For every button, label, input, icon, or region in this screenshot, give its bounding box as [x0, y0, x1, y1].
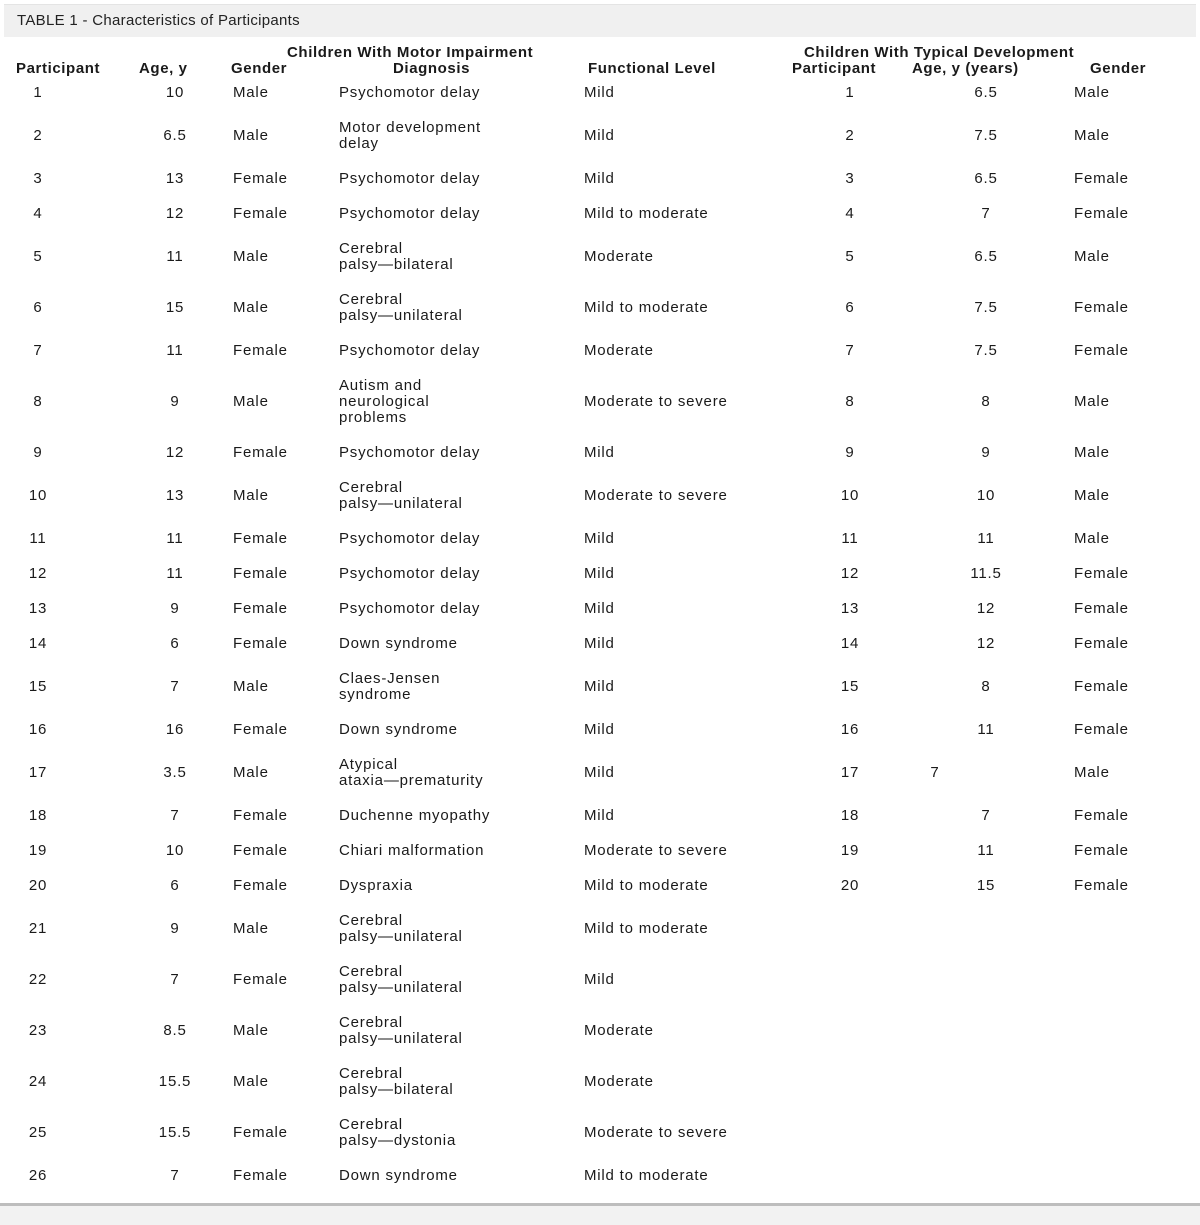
cell-td-participant: 8 — [845, 393, 855, 410]
cell-participant: 19 — [28, 842, 48, 859]
cell-participant: 18 — [28, 807, 48, 824]
col-header-td-gender: Gender — [1090, 60, 1147, 77]
cell-functional-level: Mild to moderate — [584, 1167, 709, 1184]
cell-gender: Male — [233, 127, 269, 144]
cell-participant: 15 — [28, 678, 48, 695]
cell-functional-level: Moderate — [584, 1073, 654, 1090]
cell-td-age: 11.5 — [970, 565, 1002, 582]
cell-gender: Female — [233, 1167, 288, 1184]
cell-diagnosis — [339, 878, 413, 894]
cell-td-participant: 4 — [845, 205, 855, 222]
cell-td-gender: Female — [1074, 678, 1129, 695]
cell-functional-level: Mild — [584, 807, 615, 824]
cell-td-age: 15 — [976, 877, 996, 894]
cell-functional-level: Moderate to severe — [584, 393, 728, 410]
cell-diagnosis — [339, 241, 454, 273]
diagnosis-line: Dyspraxia — [339, 877, 413, 894]
cell-gender: Female — [233, 170, 288, 187]
diagnosis-line: Atypical — [339, 756, 398, 773]
diagnosis-line: Cerebral — [339, 1065, 403, 1082]
cell-gender: Male — [233, 678, 269, 695]
cell-diagnosis — [339, 206, 480, 222]
cell-age: 7 — [170, 807, 180, 824]
cell-td-participant: 20 — [840, 877, 860, 894]
table-caption: TABLE 1 - Characteristics of Participants — [17, 12, 300, 29]
cell-functional-level: Mild to moderate — [584, 920, 709, 937]
cell-functional-level: Mild — [584, 600, 615, 617]
cell-age: 11 — [166, 342, 184, 359]
cell-diagnosis — [339, 378, 430, 426]
col-header-td-participant: Participant — [792, 60, 877, 77]
diagnosis-line: Psychomotor delay — [339, 444, 481, 461]
cell-functional-level: Mild — [584, 127, 615, 144]
cell-td-participant: 7 — [845, 342, 855, 359]
cell-participant: 21 — [28, 920, 48, 937]
cell-diagnosis — [339, 843, 484, 859]
cell-age: 10 — [165, 842, 185, 859]
cell-td-participant: 17 — [840, 764, 860, 781]
cell-age: 9 — [170, 920, 180, 937]
col-header-participant: Participant — [16, 60, 101, 77]
diagnosis-line: palsy—dystonia — [339, 1132, 457, 1149]
diagnosis-line: Cerebral — [339, 479, 403, 496]
diagnosis-line: Motor development — [339, 119, 482, 136]
cell-age: 3.5 — [163, 764, 187, 781]
cell-functional-level: Moderate to severe — [584, 1124, 728, 1141]
cell-functional-level: Mild — [584, 444, 615, 461]
diagnosis-line: palsy—unilateral — [339, 1030, 463, 1047]
cell-participant: 11 — [29, 530, 47, 547]
diagnosis-line: palsy—unilateral — [339, 495, 463, 512]
cell-td-gender: Female — [1074, 170, 1129, 187]
cell-functional-level: Moderate to severe — [584, 842, 728, 859]
cell-diagnosis — [339, 445, 480, 461]
cell-diagnosis — [339, 531, 480, 547]
cell-functional-level: Mild — [584, 764, 615, 781]
cell-td-gender: Female — [1074, 842, 1129, 859]
cell-gender: Female — [233, 600, 288, 617]
cell-td-age: 6.5 — [974, 84, 998, 101]
cell-age: 13 — [165, 170, 185, 187]
cell-gender: Female — [233, 807, 288, 824]
cell-gender: Male — [233, 764, 269, 781]
cell-diagnosis — [339, 964, 463, 996]
diagnosis-line: palsy—unilateral — [339, 928, 463, 945]
diagnosis-line: Down syndrome — [339, 721, 458, 738]
cell-td-age: 8 — [981, 678, 991, 695]
cell-td-age: 11 — [977, 842, 995, 859]
cell-participant: 14 — [28, 635, 48, 652]
cell-age: 7 — [170, 678, 180, 695]
cell-functional-level: Mild — [584, 565, 615, 582]
cell-gender: Female — [233, 635, 288, 652]
cell-td-gender: Female — [1074, 721, 1129, 738]
cell-td-gender: Male — [1074, 530, 1110, 547]
cell-diagnosis — [339, 292, 463, 324]
cell-participant: 4 — [33, 205, 43, 222]
cell-functional-level: Mild to moderate — [584, 299, 709, 316]
cell-functional-level: Moderate to severe — [584, 487, 728, 504]
cell-td-age: 10 — [976, 487, 996, 504]
diagnosis-line: Cerebral — [339, 963, 403, 980]
diagnosis-line: Chiari malformation — [339, 842, 485, 859]
cell-td-age: 11 — [977, 721, 995, 738]
cell-participant: 26 — [28, 1167, 48, 1184]
cell-participant: 13 — [28, 600, 48, 617]
diagnosis-line: Claes-Jensen — [339, 670, 441, 687]
cell-gender: Male — [233, 84, 269, 101]
cell-age: 6 — [170, 635, 180, 652]
cell-gender: Female — [233, 342, 288, 359]
cell-participant: 20 — [28, 877, 48, 894]
cell-td-age: 8 — [981, 393, 991, 410]
col-header-age: Age, y — [139, 60, 188, 77]
cell-gender: Female — [233, 444, 288, 461]
diagnosis-line: Cerebral — [339, 1116, 403, 1133]
cell-gender: Female — [233, 971, 288, 988]
cell-diagnosis — [339, 120, 481, 152]
cell-diagnosis — [339, 171, 480, 187]
cell-td-gender: Female — [1074, 635, 1129, 652]
cell-gender: Female — [233, 721, 288, 738]
cell-td-gender: Female — [1074, 205, 1129, 222]
cell-participant: 24 — [28, 1073, 48, 1090]
diagnosis-line: Psychomotor delay — [339, 342, 481, 359]
cell-td-age: 6.5 — [974, 170, 998, 187]
col-header-diagnosis: Diagnosis — [393, 60, 471, 77]
cell-participant: 9 — [33, 444, 43, 461]
cell-diagnosis — [339, 1168, 458, 1184]
cell-participant: 7 — [33, 342, 43, 359]
cell-td-gender: Female — [1074, 565, 1129, 582]
cell-diagnosis — [339, 757, 483, 789]
cell-diagnosis — [339, 636, 458, 652]
cell-gender: Female — [233, 1124, 288, 1141]
cell-td-participant: 15 — [840, 678, 860, 695]
cell-diagnosis — [339, 1117, 456, 1149]
cell-age: 7 — [170, 971, 180, 988]
cell-td-gender: Female — [1074, 877, 1129, 894]
diagnosis-line: Cerebral — [339, 1014, 403, 1031]
cell-gender: Male — [233, 1073, 269, 1090]
cell-diagnosis — [339, 671, 440, 703]
diagnosis-line: Duchenne myopathy — [339, 807, 491, 824]
col-header-gender: Gender — [231, 60, 288, 77]
diagnosis-line: Down syndrome — [339, 1167, 458, 1184]
cell-functional-level: Moderate — [584, 342, 654, 359]
cell-td-age: 7 — [930, 764, 940, 781]
cell-td-gender: Female — [1074, 600, 1129, 617]
group-header-motor-impairment: Children With Motor Impairment — [287, 44, 534, 61]
cell-functional-level: Mild — [584, 170, 615, 187]
cell-age: 11 — [166, 248, 184, 265]
cell-functional-level: Mild — [584, 530, 615, 547]
cell-participant: 2 — [33, 127, 43, 144]
cell-diagnosis — [339, 601, 480, 617]
cell-gender: Male — [233, 487, 269, 504]
cell-age: 11 — [166, 530, 184, 547]
cell-gender: Female — [233, 565, 288, 582]
diagnosis-line: Psychomotor delay — [339, 205, 481, 222]
cell-participant: 25 — [28, 1124, 48, 1141]
cell-age: 7 — [170, 1167, 180, 1184]
cell-age: 10 — [165, 84, 185, 101]
cell-gender: Male — [233, 393, 269, 410]
cell-td-gender: Male — [1074, 444, 1110, 461]
cell-functional-level: Mild — [584, 971, 615, 988]
cell-td-age: 7.5 — [974, 342, 998, 359]
cell-gender: Male — [233, 248, 269, 265]
cell-td-participant: 14 — [840, 635, 860, 652]
diagnosis-line: Psychomotor delay — [339, 565, 481, 582]
diagnosis-line: Cerebral — [339, 912, 403, 929]
diagnosis-line: problems — [339, 409, 408, 426]
cell-td-gender: Male — [1074, 487, 1110, 504]
cell-age: 8.5 — [163, 1022, 187, 1039]
diagnosis-line: Autism and — [339, 377, 423, 394]
diagnosis-line: Psychomotor delay — [339, 530, 481, 547]
cell-diagnosis — [339, 85, 480, 101]
cell-td-gender: Female — [1074, 342, 1129, 359]
cell-gender: Female — [233, 530, 288, 547]
diagnosis-line: Cerebral — [339, 240, 403, 257]
diagnosis-line: Psychomotor delay — [339, 170, 481, 187]
cell-participant: 5 — [33, 248, 43, 265]
cell-td-participant: 6 — [845, 299, 855, 316]
cell-age: 9 — [170, 600, 180, 617]
cell-gender: Female — [233, 877, 288, 894]
cell-td-participant: 19 — [840, 842, 860, 859]
cell-functional-level: Mild — [584, 635, 615, 652]
cell-td-age: 9 — [981, 444, 991, 461]
cell-participant: 17 — [28, 764, 48, 781]
diagnosis-line: neurological — [339, 393, 430, 410]
diagnosis-line: Psychomotor delay — [339, 600, 481, 617]
diagnosis-line: palsy—unilateral — [339, 979, 463, 996]
cell-diagnosis — [339, 1066, 454, 1098]
cell-td-participant: 13 — [840, 600, 860, 617]
cell-td-participant: 12 — [840, 565, 860, 582]
cell-participant: 8 — [33, 393, 43, 410]
cell-diagnosis — [339, 1015, 463, 1047]
cell-participant: 23 — [28, 1022, 48, 1039]
cell-age: 15.5 — [158, 1073, 192, 1090]
cell-participant: 12 — [28, 565, 48, 582]
cell-gender: Male — [233, 920, 269, 937]
cell-diagnosis — [339, 808, 490, 824]
cell-age: 12 — [165, 205, 185, 222]
cell-td-gender: Male — [1074, 127, 1110, 144]
cell-td-gender: Male — [1074, 764, 1110, 781]
cell-td-age: 7.5 — [974, 127, 998, 144]
cell-participant: 3 — [33, 170, 43, 187]
cell-participant: 10 — [28, 487, 48, 504]
cell-functional-level: Mild — [584, 678, 615, 695]
cell-gender: Female — [233, 205, 288, 222]
cell-diagnosis — [339, 480, 463, 512]
cell-functional-level: Moderate — [584, 248, 654, 265]
cell-functional-level: Moderate — [584, 1022, 654, 1039]
cell-functional-level: Mild to moderate — [584, 877, 709, 894]
cell-td-age: 12 — [976, 600, 996, 617]
cell-age: 15 — [165, 299, 185, 316]
diagnosis-line: syndrome — [339, 686, 412, 703]
cell-td-gender: Male — [1074, 84, 1110, 101]
cell-age: 15.5 — [158, 1124, 192, 1141]
cell-td-participant: 2 — [845, 127, 855, 144]
cell-participant: 22 — [28, 971, 48, 988]
diagnosis-line: Psychomotor delay — [339, 84, 481, 101]
diagnosis-line: palsy—bilateral — [339, 256, 454, 273]
cell-td-participant: 3 — [845, 170, 855, 187]
cell-td-age: 7 — [981, 807, 991, 824]
cell-functional-level: Mild — [584, 84, 615, 101]
cell-td-age: 12 — [976, 635, 996, 652]
cell-td-gender: Male — [1074, 248, 1110, 265]
cell-functional-level: Mild to moderate — [584, 205, 709, 222]
cell-td-age: 7 — [981, 205, 991, 222]
cell-td-gender: Female — [1074, 807, 1129, 824]
cell-td-age: 6.5 — [974, 248, 998, 265]
group-header-typical-development: Children With Typical Development — [804, 44, 1075, 61]
col-header-td-age: Age, y (years) — [912, 60, 1019, 77]
cell-age: 12 — [165, 444, 185, 461]
cell-age: 9 — [170, 393, 180, 410]
cell-gender: Male — [233, 1022, 269, 1039]
cell-age: 6 — [170, 877, 180, 894]
cell-participant: 1 — [33, 84, 43, 101]
diagnosis-line: palsy—unilateral — [339, 307, 463, 324]
cell-gender: Female — [233, 842, 288, 859]
cell-gender: Male — [233, 299, 269, 316]
cell-td-age: 11 — [977, 530, 995, 547]
cell-td-participant: 16 — [840, 721, 860, 738]
cell-td-participant: 9 — [845, 444, 855, 461]
cell-td-participant: 5 — [845, 248, 855, 265]
cell-participant: 16 — [28, 721, 48, 738]
diagnosis-line: palsy—bilateral — [339, 1081, 454, 1098]
cell-diagnosis — [339, 913, 463, 945]
cell-diagnosis — [339, 722, 458, 738]
cell-td-participant: 11 — [841, 530, 859, 547]
cell-diagnosis — [339, 566, 480, 582]
cell-functional-level: Mild — [584, 721, 615, 738]
cell-td-age: 7.5 — [974, 299, 998, 316]
diagnosis-line: ataxia—prematurity — [339, 772, 484, 789]
footer-bar — [0, 1206, 1200, 1225]
cell-td-participant: 18 — [840, 807, 860, 824]
cell-td-participant: 1 — [845, 84, 855, 101]
diagnosis-line: delay — [339, 135, 379, 152]
cell-diagnosis — [339, 343, 480, 359]
table-caption-bar — [4, 4, 1196, 37]
cell-age: 11 — [166, 565, 184, 582]
diagnosis-line: Cerebral — [339, 291, 403, 308]
col-header-functional-level: Functional Level — [588, 60, 716, 77]
cell-age: 6.5 — [163, 127, 187, 144]
diagnosis-line: Down syndrome — [339, 635, 458, 652]
cell-age: 16 — [165, 721, 185, 738]
cell-participant: 6 — [33, 299, 43, 316]
cell-td-gender: Male — [1074, 393, 1110, 410]
cell-age: 13 — [165, 487, 185, 504]
cell-td-participant: 10 — [840, 487, 860, 504]
cell-td-gender: Female — [1074, 299, 1129, 316]
